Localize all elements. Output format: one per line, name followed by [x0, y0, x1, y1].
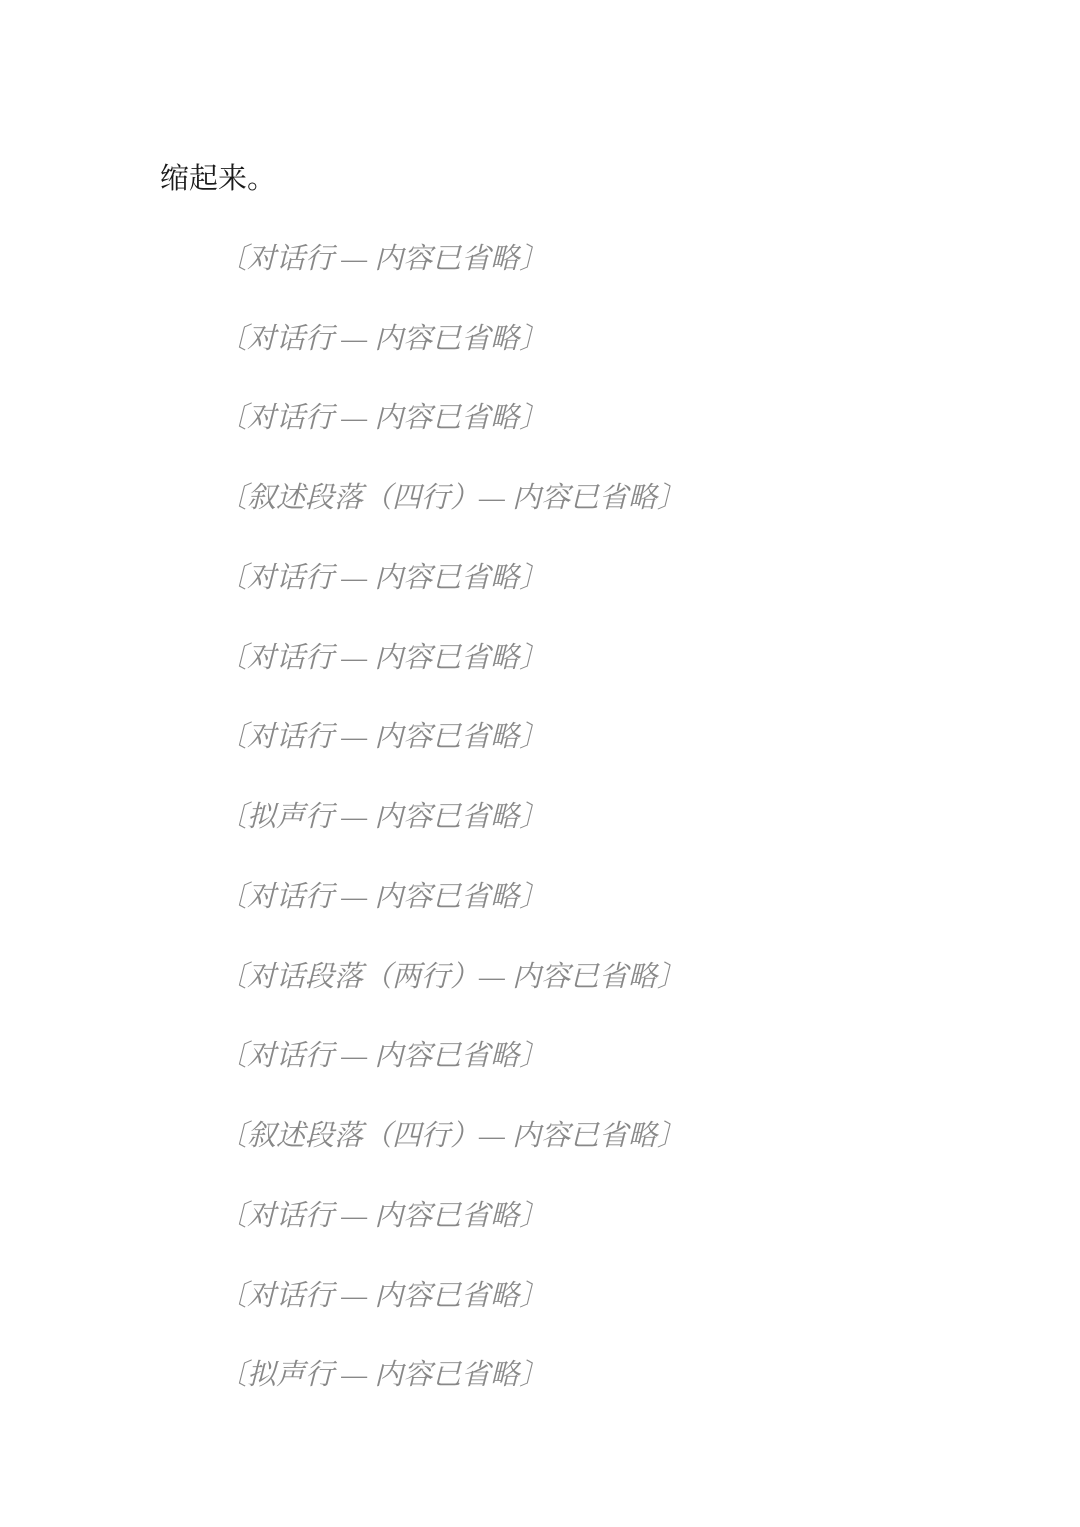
redacted-text-line: 〔对话行 — 内容已省略〕: [218, 880, 549, 913]
redacted-text-line: 〔对话行 — 内容已省略〕: [218, 721, 549, 754]
redacted-text-line: 〔对话行 — 内容已省略〕: [218, 641, 549, 674]
redacted-text-line: 〔对话行 — 内容已省略〕: [218, 1199, 549, 1232]
redacted-text-line: 〔对话行 — 内容已省略〕: [218, 242, 549, 275]
redacted-text-line: 〔叙述段落（四行）— 内容已省略〕: [218, 482, 687, 514]
redacted-text-line: 〔对话行 — 内容已省略〕: [218, 1040, 549, 1073]
redacted-text-line: 〔对话行 — 内容已省略〕: [218, 402, 549, 435]
redacted-text-line: 〔拟声行 — 内容已省略〕: [218, 801, 549, 833]
redacted-text-line: 〔对话行 — 内容已省略〕: [218, 1279, 549, 1312]
redacted-text-line: 〔对话行 — 内容已省略〕: [218, 561, 549, 594]
redacted-text-line: 〔拟声行 — 内容已省略〕: [218, 1359, 549, 1392]
redacted-text-line: 〔叙述段落（四行）— 内容已省略〕: [218, 1120, 687, 1152]
redacted-text-line: 〔对话行 — 内容已省略〕: [218, 322, 549, 355]
text-line: 缩起来。: [160, 163, 277, 195]
text-body: [160, 140, 925, 1416]
redacted-text-line: 〔对话段落（两行）— 内容已省略〕: [218, 960, 687, 993]
